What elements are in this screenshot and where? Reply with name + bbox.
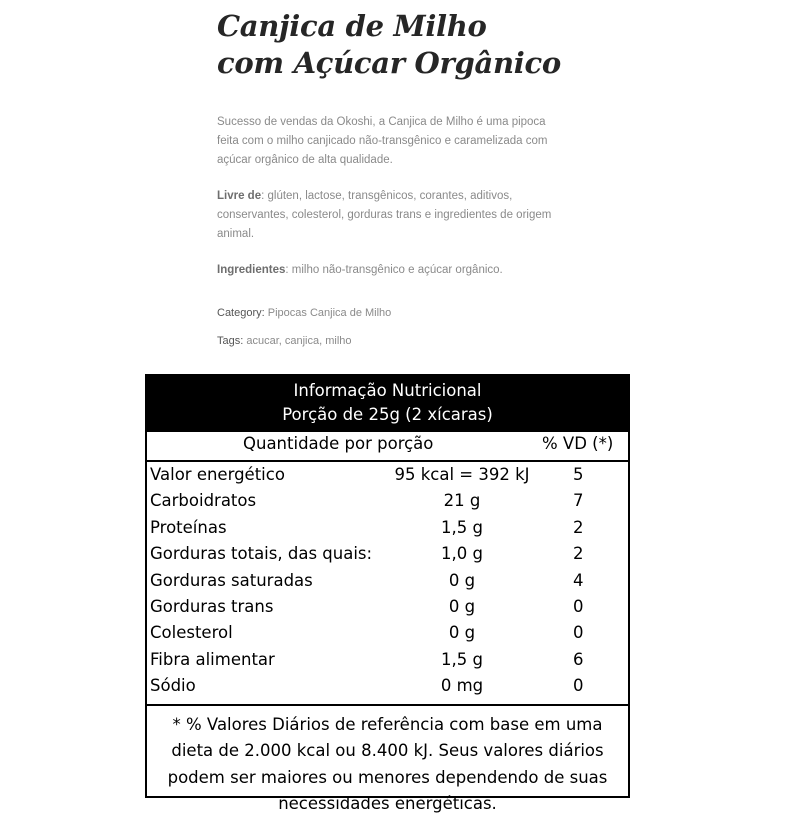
nutrient-vd: 5 [573, 465, 584, 484]
nutrient-name: Gorduras trans [150, 596, 274, 616]
nutrient-vd: 6 [573, 649, 584, 669]
category-meta [217, 305, 562, 321]
nutrient-name: Fibra alimentar [150, 649, 275, 669]
nutrient-name: Sódio [150, 676, 196, 696]
category-link[interactable]: Pipocas Canjica de Milho [267, 307, 392, 319]
nutrition-column-headers [147, 430, 628, 460]
nutrition-portion: Porção de 25g (2 xícaras) [282, 405, 493, 424]
nutrient-amount: 0 g [448, 570, 476, 590]
nutrition-row [147, 463, 628, 489]
nutrient-amount: 95 kcal = 392 kJ [394, 465, 530, 484]
nutrient-vd: 0 [573, 623, 584, 643]
nutrition-header [147, 376, 628, 430]
tags-meta [217, 333, 562, 349]
nutrition-row [147, 542, 628, 568]
nutrition-title: Informação Nutricional [293, 381, 482, 400]
nutrition-row [147, 489, 628, 515]
nutrition-row [147, 516, 628, 542]
nutrient-amount: 1,5 g [441, 649, 483, 669]
nutrient-amount: 0 g [448, 623, 476, 643]
ingredients-label: Ingredientes [217, 264, 286, 276]
ingredients-text [217, 261, 562, 280]
nutrient-amount: 0 mg [440, 676, 484, 696]
nutrient-name: Valor energético [150, 465, 285, 484]
nutrient-vd: 2 [573, 517, 584, 537]
quantity-header: Quantidade por porção [243, 434, 434, 453]
product-title: Canjica de Milho com Açúcar Orgânico [217, 9, 561, 80]
nutrition-row [147, 595, 628, 621]
daily-value-header: % VD (*) [542, 434, 614, 453]
nutrient-vd: 0 [573, 676, 584, 696]
nutrient-vd: 4 [573, 570, 584, 590]
category-label: Category: [217, 307, 265, 319]
description-text: Sucesso de vendas da Okoshi, a Canjica de Milho é uma pipoca feita com o milho canjicado não-transgênico e caramelizada com açúcar orgânico de alta qualidade. [217, 116, 548, 166]
nutrition-row [147, 569, 628, 595]
nutrient-amount: 21 g [443, 491, 481, 511]
nutrition-row [147, 621, 628, 647]
nutrient-amount: 0 g [448, 596, 476, 616]
nutrient-vd: 0 [573, 596, 584, 616]
nutrient-name: Colesterol [150, 623, 233, 643]
nutrition-row [147, 648, 628, 674]
free-from-label: Livre de [217, 190, 262, 202]
nutrition-footnote: * % Valores Diários de referência com base em uma dieta de 2.000 kcal ou 8.400 kJ. Seus valores diários podem ser maiores ou menores dependendo de suas necessidades energéticas. [167, 714, 608, 814]
tags-label: Tags: [217, 335, 244, 347]
nutrition-row [147, 674, 628, 700]
nutrient-amount: 1,0 g [441, 544, 483, 564]
nutrient-vd: 2 [573, 544, 584, 564]
free-from-text [217, 187, 562, 244]
nutrition-rows [147, 460, 628, 706]
product-info [217, 0, 562, 349]
free-from-value: : glúten, lactose, transgênicos, corantes, aditivos, conservantes, colesterol, gorduras trans e ingredientes de origem animal. [217, 190, 552, 240]
nutrient-name: Gorduras saturadas [150, 570, 313, 590]
nutrient-name: Proteínas [150, 517, 227, 537]
ingredients-value: : milho não-transgênico e açúcar orgânico. [285, 264, 503, 276]
product-description [217, 113, 562, 280]
tags-links[interactable]: acucar, canjica, milho [246, 335, 352, 347]
nutrition-facts-table [145, 374, 630, 814]
nutrient-amount: 1,5 g [441, 517, 483, 537]
nutrient-name: Gorduras totais, das quais: [150, 544, 373, 564]
nutrient-vd: 7 [573, 491, 584, 511]
nutrient-name: Carboidratos [150, 491, 257, 511]
